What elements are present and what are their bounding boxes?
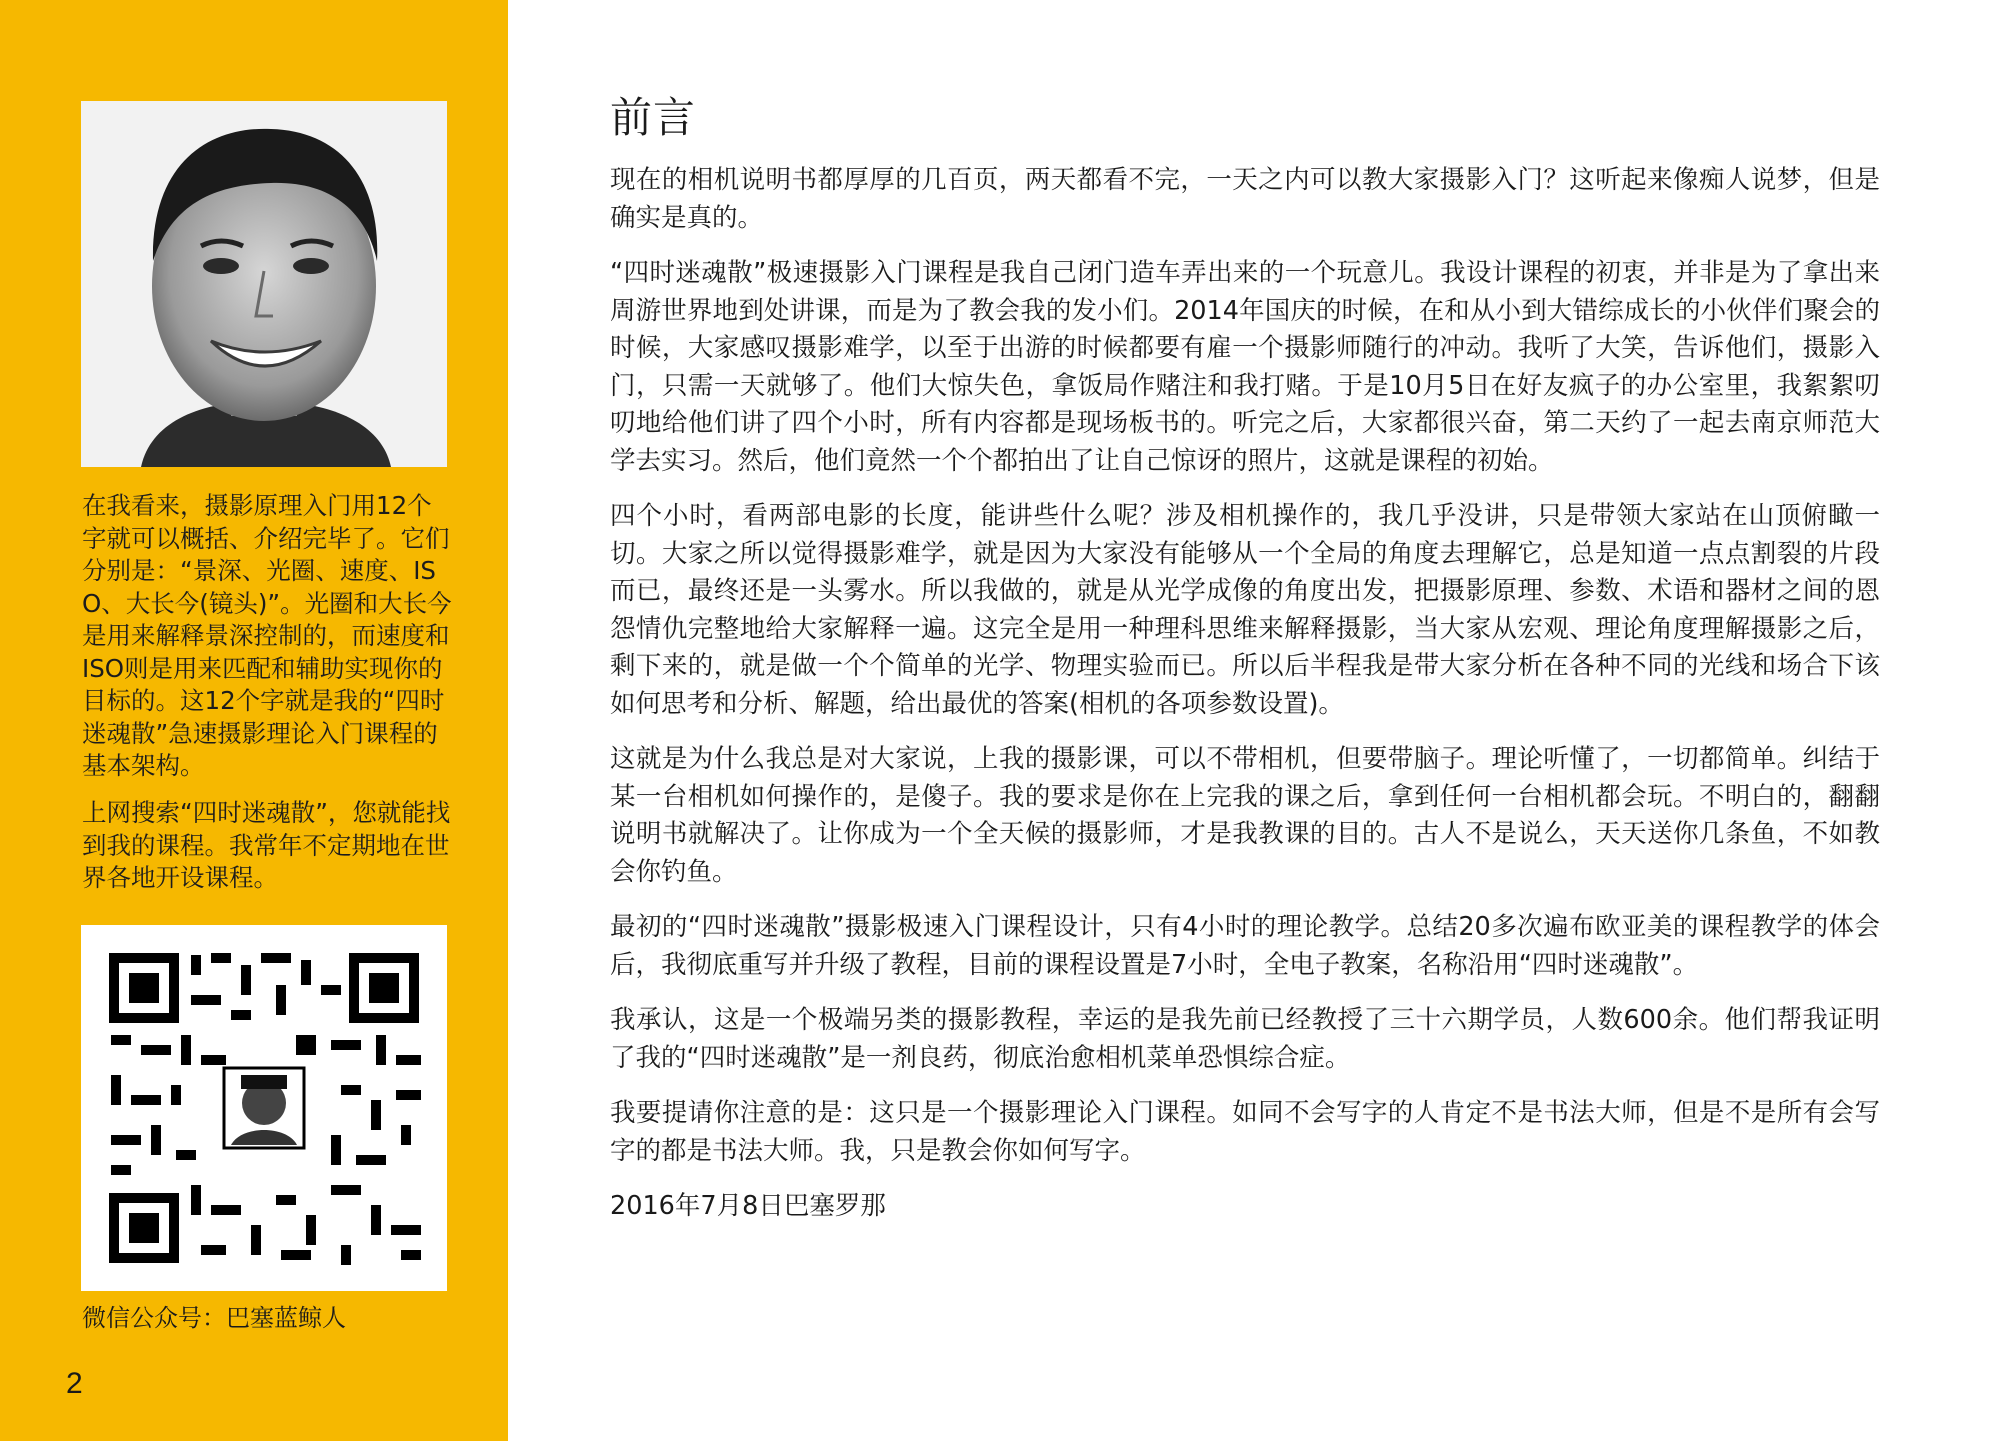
paragraph: 最初的“四时迷魂散”摄影极速入门课程设计，只有4小时的理论教学。总结20多次遍布欧亚美的课程教学的体会后，我彻底重写并升级了教程，目前的课程设置是7小时，全电子教案，名称沿用“四时迷魂散”。 (610, 912, 1880, 980)
main-content (610, 90, 1880, 1226)
paragraph: 四个小时，看两部电影的长度，能讲些什么呢？涉及相机操作的，我几乎没讲，只是带领大家站在山顶俯瞰一切。大家之所以觉得摄影难学，就是因为大家没有能够从一个全局的角度去理解它，总是知道一点点割裂的片段而已，最终还是一头雾水。所以我做的，就是从光学成像的角度出发，把摄影原理、参数、术语和器材之间的恩怨情仇完整地给大家解释一遍。这完全是用一种理科思维来解释摄影，当大家从宏观、理论角度理解摄影之后，剩下来的，就是做一个个简单的光学、物理实验而已。所以后半程我是带大家分析在各种不同的光线和场合下该如何思考和分析、解题，给出最优的答案(相机的各项参数设置)。 (610, 501, 1880, 719)
qr-code (81, 925, 447, 1291)
page-number: 2 (66, 1367, 83, 1400)
signature-date: 2016年7月8日巴塞罗那 (610, 1191, 886, 1221)
paragraph: 现在的相机说明书都厚厚的几百页，两天都看不完，一天之内可以教大家摄影入门？这听起来像痴人说梦，但是确实是真的。 (610, 165, 1880, 233)
sidebar-search-text: 上网搜索“四时迷魂散”，您就能找到我的课程。我常年不定期地在世界各地开设课程。 (82, 798, 451, 892)
paragraph: 这就是为什么我总是对大家说，上我的摄影课，可以不带相机，但要带脑子。理论听懂了，一切都简单。纠结于某一台相机如何操作的，是傻子。我的要求是你在上完我的课之后，拿到任何一台相机都会玩。不明白的，翻翻说明书就解决了。让你成为一个全天候的摄影师，才是我教课的目的。古人不是说么，天天送你几条鱼，不如教会你钓鱼。 (610, 744, 1880, 887)
paragraph: “四时迷魂散”极速摄影入门课程是我自己闭门造车弄出来的一个玩意儿。我设计课程的初衷，并非是为了拿出来周游世界地到处讲课，而是为了教会我的发小们。2014年国庆的时候，在和从小到大错综成长的小伙伴们聚会的时候，大家感叹摄影难学，以至于出游的时候都要有雇一个摄影师随行的冲动。我听了大笑，告诉他们，摄影入门，只需一天就够了。他们大惊失色，拿饭局作赌注和我打赌。于是10月5日在好友疯子的办公室里，我絮絮叨叨地给他们讲了四个小时，所有内容都是现场板书的。听完之后，大家都很兴奋，第二天约了一起去南京师范大学去实习。然后，他们竟然一个个都拍出了让自己惊讶的照片，这就是课程的初始。 (610, 258, 1880, 476)
sidebar-intro-text: 在我看来，摄影原理入门用12个字就可以概括、介绍完毕了。它们分别是：“景深、光圈、速度、ISO、大长今(镜头)”。光圈和大长今是用来解释景深控制的，而速度和ISO则是用来匹配和辅助实现你的目标的。这12个字就是我的“四时迷魂散”急速摄影理论入门课程的基本架构。 (82, 491, 452, 780)
portrait-photo-icon (81, 101, 447, 467)
qr-code-icon (81, 925, 447, 1291)
sidebar (0, 0, 508, 1441)
page-title: 前言 (610, 93, 697, 142)
qr-caption: 微信公众号：巴塞蓝鲸人 (82, 1304, 346, 1332)
author-portrait (81, 101, 447, 467)
paragraph: 我承认，这是一个极端另类的摄影教程，幸运的是我先前已经教授了三十六期学员，人数600余。他们帮我证明了我的“四时迷魂散”是一剂良药，彻底治愈相机菜单恐惧综合症。 (610, 1005, 1880, 1073)
paragraph: 我要提请你注意的是：这只是一个摄影理论入门课程。如同不会写字的人肯定不是书法大师，但是不是所有会写字的都是书法大师。我，只是教会你如何写字。 (610, 1098, 1880, 1166)
